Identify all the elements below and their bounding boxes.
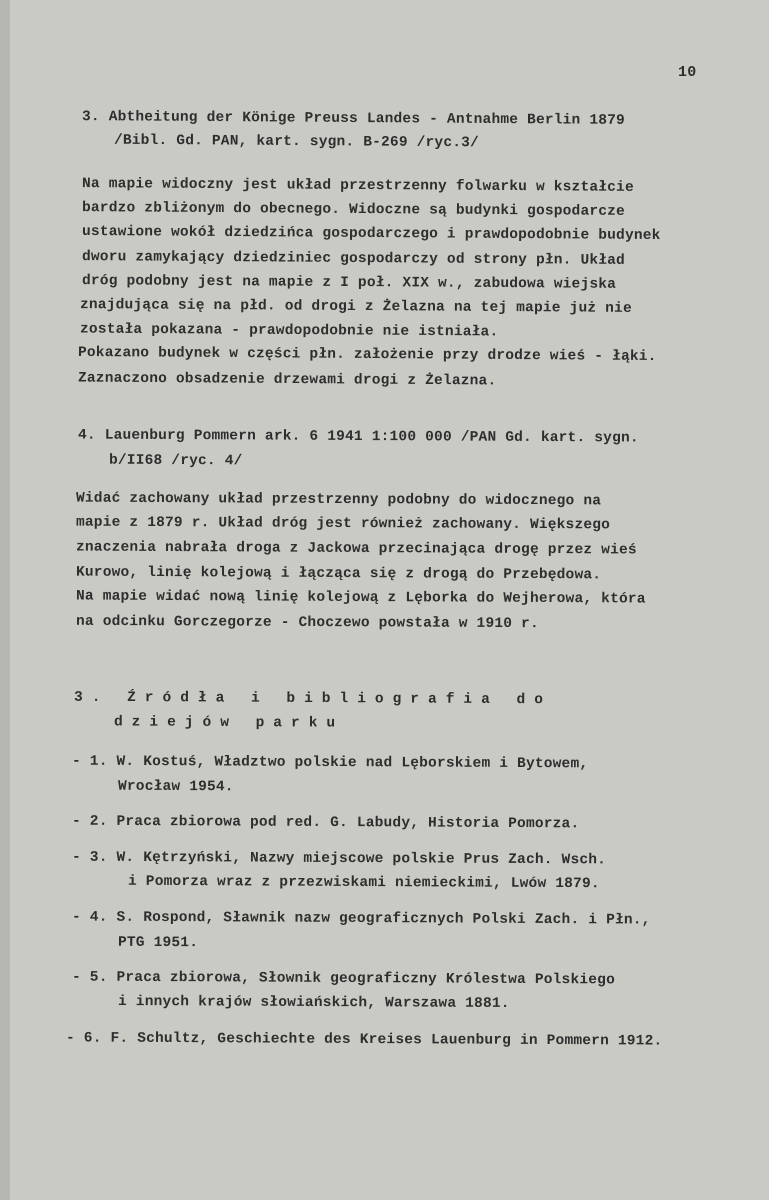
- paragraph-2-line: Kurowo, linię kolejową i łącząca się z drogą do Przebędowa.: [75, 564, 602, 584]
- map-entry-3-title: 3. Abtheitung der Könige Preuss Landes - Antnahme Berlin 1879: [81, 109, 626, 129]
- paragraph-2-line: znaczenia nabrała droga z Jackowa przecinająca drogę przez wieś: [75, 539, 637, 559]
- bibliography-entry-1: - 1. W. Kostuś, Władztwo polskie nad Lęborskiem i Bytowem,: [71, 753, 589, 773]
- bibliography-entry-4: - 4. S. Rospond, Sławnik nazw geograficznych Polski Zach. i Płn.,: [71, 909, 651, 929]
- paragraph-2-line: Widać zachowany układ przestrzenny podobny do widocznego na: [75, 490, 602, 510]
- bibliography-entry-3-cont: i Pomorza wraz z przezwiskami niemieckimi, Lwów 1879.: [127, 873, 600, 893]
- paragraph-2-line: na odcinku Gorczegorze - Choczewo powstała w 1910 r.: [75, 613, 539, 633]
- bibliography-entry-3: - 3. W. Kętrzyński, Nazwy miejscowe polskie Prus Zach. Wsch.: [71, 849, 607, 869]
- paragraph-2-line: mapie z 1879 r. Układ dróg jest również zachowany. Większego: [75, 514, 611, 534]
- map-entry-4-reference: b/II68 /ryc. 4/: [108, 452, 243, 470]
- map-entry-4-title: 4. Lauenburg Pommern ark. 6 1941 1:100 000 /PAN Gd. kart. sygn.: [77, 427, 639, 447]
- paragraph-1-line: Zaznaczono obsadzenie drzewami drogi z Żelazna.: [77, 370, 497, 390]
- sources-heading-line-1: 3. Źródła i bibliografia do: [73, 689, 552, 709]
- paragraph-1-line: Pokazano budynek w części płn. założenie przy drodze wieś - łąki.: [77, 344, 657, 366]
- page-number: 10: [678, 64, 697, 81]
- bibliography-entry-6: - 6. F. Schultz, Geschiechte des Kreises Lauenburg in Pommern 1912.: [65, 1030, 663, 1050]
- bibliography-entry-4-cont: PTG 1951.: [117, 934, 199, 952]
- bibliography-entry-5: - 5. Praca zbiorowa, Słownik geograficzny Królestwa Polskiego: [71, 969, 616, 989]
- bibliography-entry-1-cont: Wrocław 1954.: [117, 778, 234, 796]
- paragraph-1-line: została pokazana - prawdopodobnie nie istniała.: [79, 321, 499, 341]
- paragraph-1-line: dróg podobny jest na mapie z I poł. XIX w., zabudowa wiejska: [81, 273, 617, 293]
- paragraph-1-line: ustawione wokół dziedzińca gospodarczego i prawdopodobnie budynek: [81, 223, 661, 245]
- page-edge-shadow: [0, 0, 10, 1200]
- paragraph-1-line: Na mapie widoczny jest układ przestrzenny folwarku w kształcie: [81, 176, 634, 196]
- paragraph-1-line: znajdująca się na płd. od drogi z Żelazna na tej mapie już nie: [79, 297, 632, 317]
- map-entry-3-reference: /Bibl. Gd. PAN, kart. sygn. B-269 /ryc.3/: [113, 132, 480, 152]
- bibliography-entry-2: - 2. Praca zbiorowa pod red. G. Labudy, Historia Pomorza.: [71, 813, 580, 833]
- sources-heading-line-2: dziejów parku: [113, 714, 345, 732]
- bibliography-entry-5-cont: i innych krajów słowiańskich, Warszawa 1881.: [117, 993, 510, 1013]
- paragraph-1-line: dworu zamykający dziedziniec gospodarczy od strony płn. Układ: [81, 249, 626, 269]
- paragraph-1-line: bardzo zbliżonym do obecnego. Widoczne są budynki gospodarcze: [81, 200, 626, 220]
- paragraph-2-line: Na mapie widać nową linię kolejową z Lęborka do Wejherowa, która: [75, 588, 646, 608]
